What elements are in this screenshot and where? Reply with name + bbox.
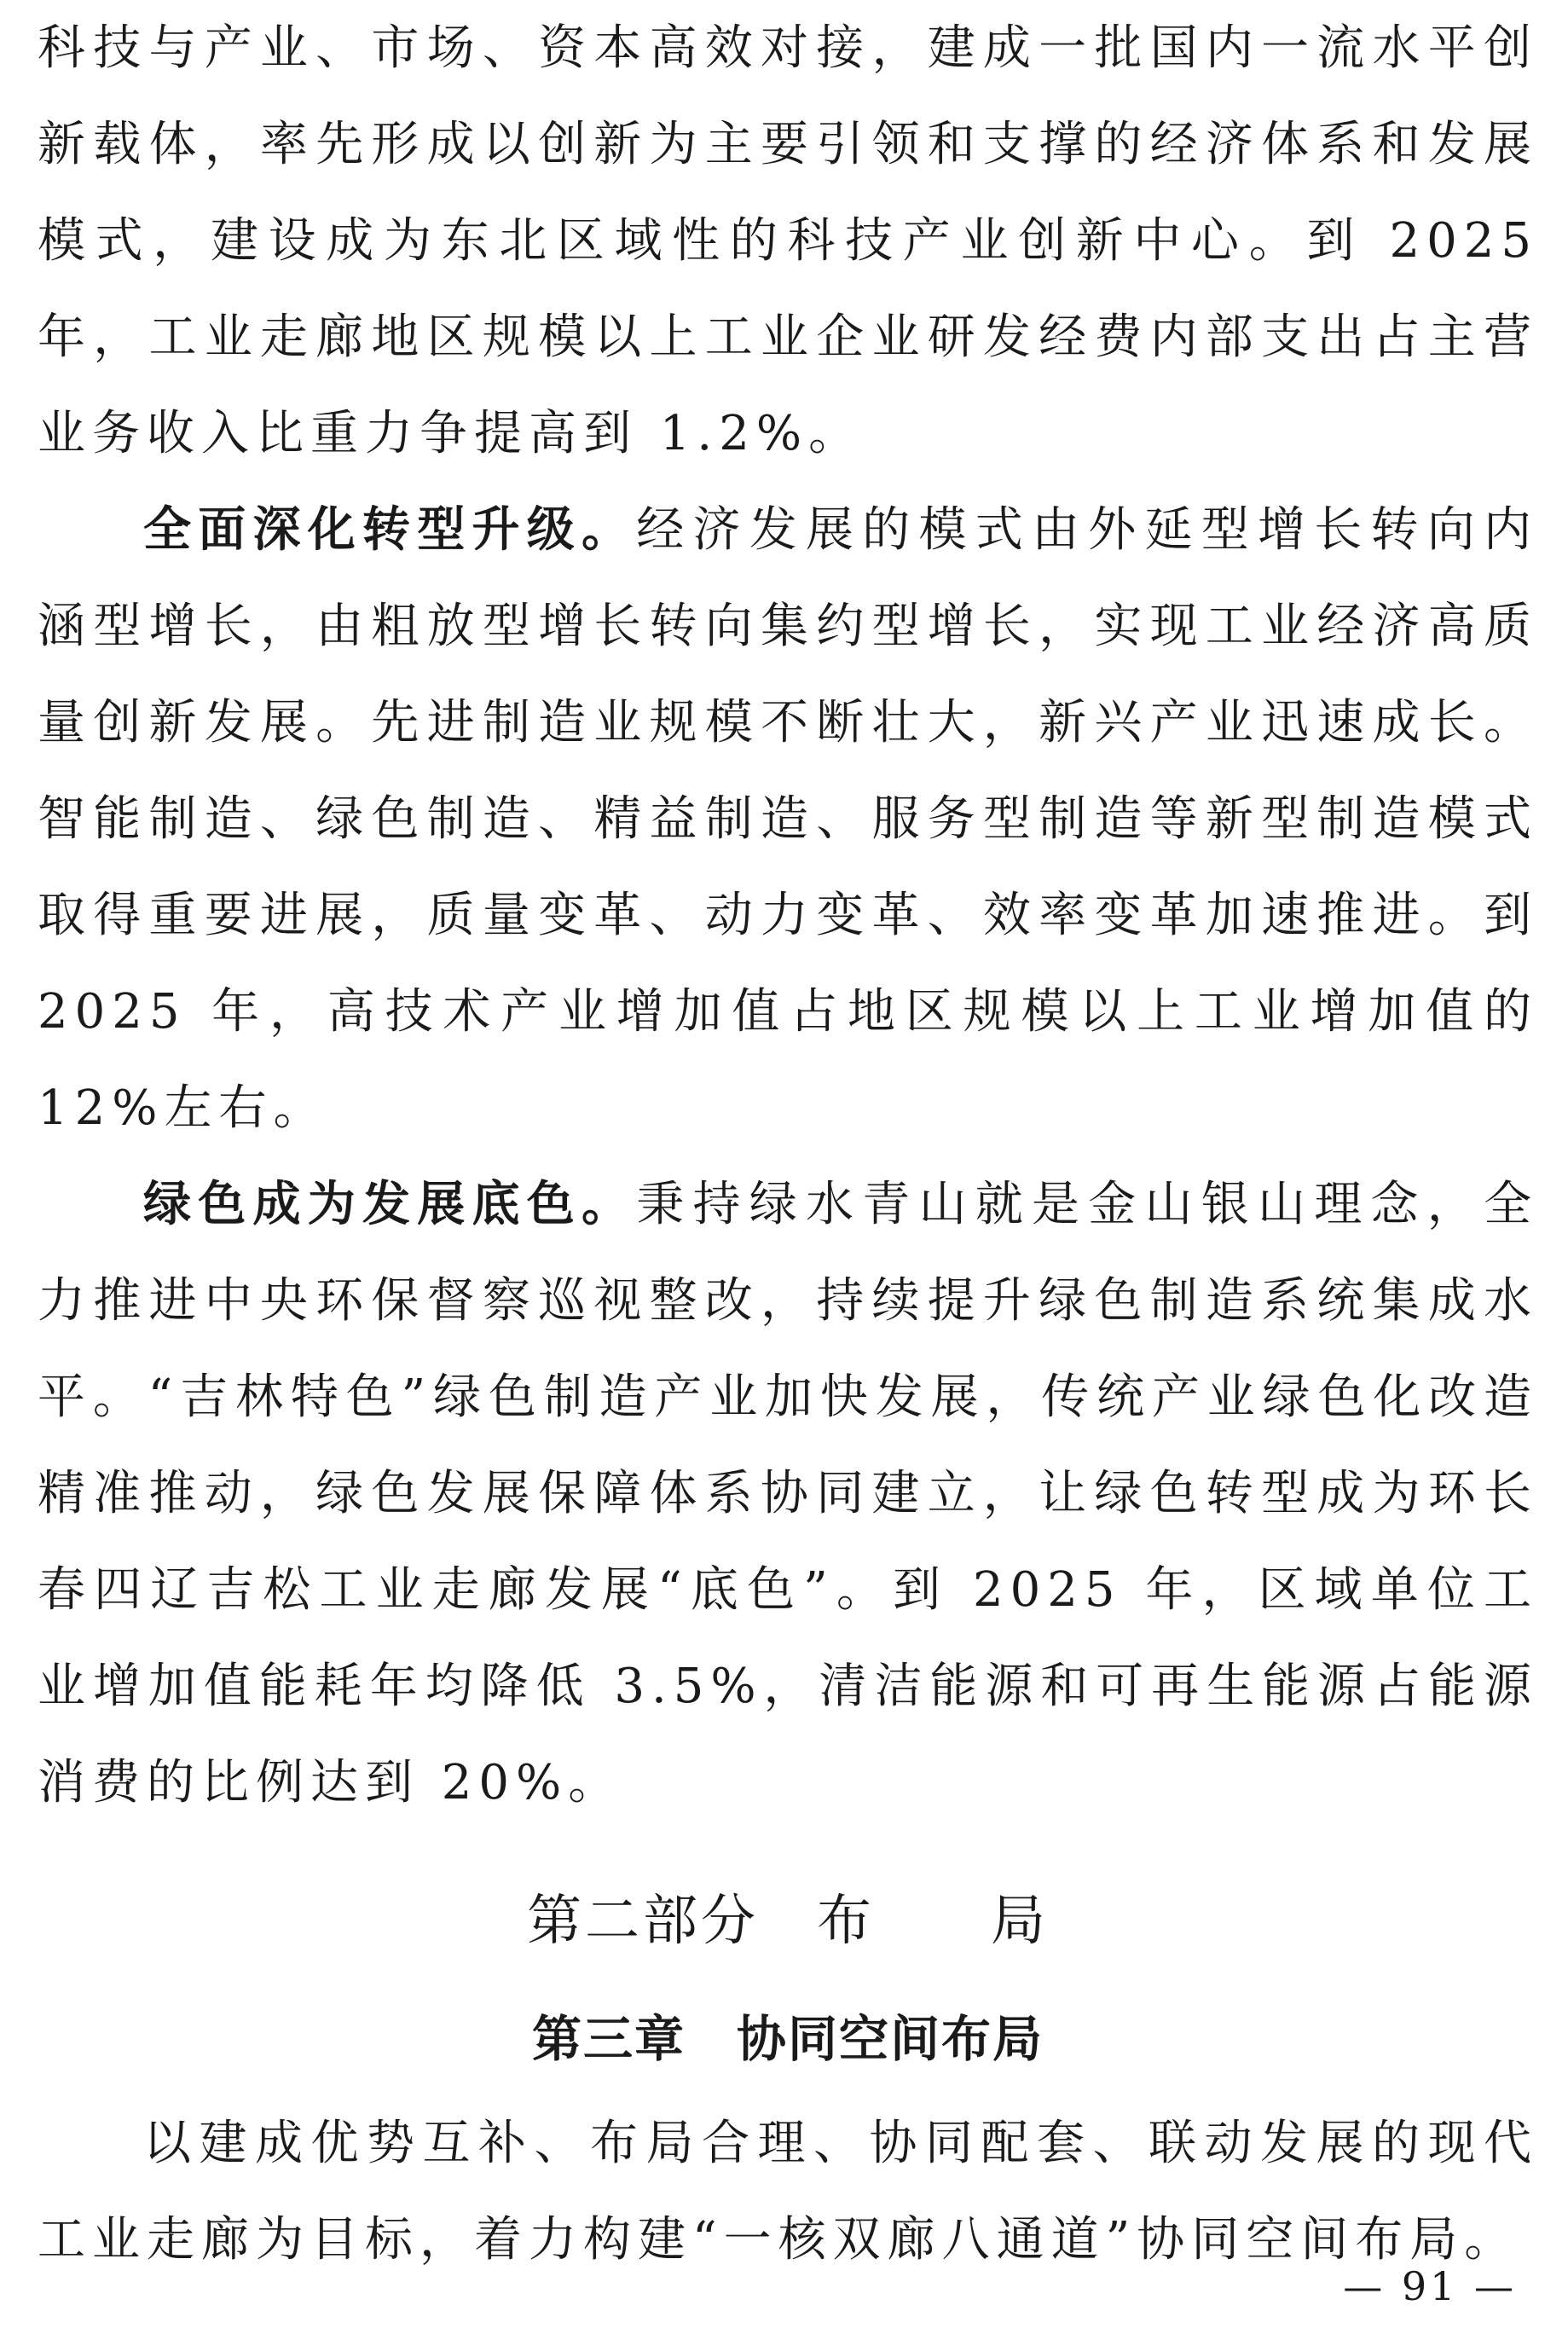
chapter-title: 第三章 协同空间布局 [531,2010,1044,2068]
part-title: 第二部分 布 局 [527,1890,1049,1953]
paragraph-layout: 以建成优势互补、布局合理、协同配套、联动发展的现代工业走廊为目标，着力构建“一核双廊八通道”协同空间布局。 [38,2116,1538,2268]
page-number: — 91 — [1343,2263,1517,2309]
paragraph-body-green: 秉持绿水青山就是金山银山理念，全力推进中央环保督察巡视整改，持续提升绿色制造系统集成水平。“吉林特色”绿色制造产业加快发展，传统产业绿色化改造精准推动，绿色发展保障体系协同建立，让绿色转型成为环长春四辽吉松工业走廊发展“底色”。到 2025 年，区域单位工业增加值能耗年均降低 3.5%，清洁能源和可再生能源占能源消费的比例达到 20%。 [38,1177,1538,1810]
paragraph-innovation: 科技与产业、市场、资本高效对接，建成一批国内一流水平创新载体，率先形成以创新为主要引领和支撑的经济体系和发展模式，建设成为东北区域性的科技产业创新中心。到 2025 年，工业走廊地区规模以上工业企业研发经费内部支出占主营业务收入比重力争提高到 1.2%。 [38,20,1538,461]
paragraph-transformation [38,482,1538,1156]
document-page [38,0,1538,2288]
paragraph-lead-transformation: 全面深化转型升级。 [143,502,637,558]
paragraph-body-transformation: 经济发展的模式由外延型增长转向内涵型增长，由粗放型增长转向集约型增长，实现工业经济高质量创新发展。先进制造业规模不断壮大，新兴产业迅速成长。智能制造、绿色制造、精益制造、服务型制造等新型制造模式取得重要进展，质量变革、动力变革、效率变革加速推进。到 2025 年，高技术产业增加值占地区规模以上工业增加值的 12%左右。 [38,502,1538,1136]
paragraph-green [38,1156,1538,1831]
paragraph-lead-green: 绿色成为发展底色。 [143,1177,637,1232]
